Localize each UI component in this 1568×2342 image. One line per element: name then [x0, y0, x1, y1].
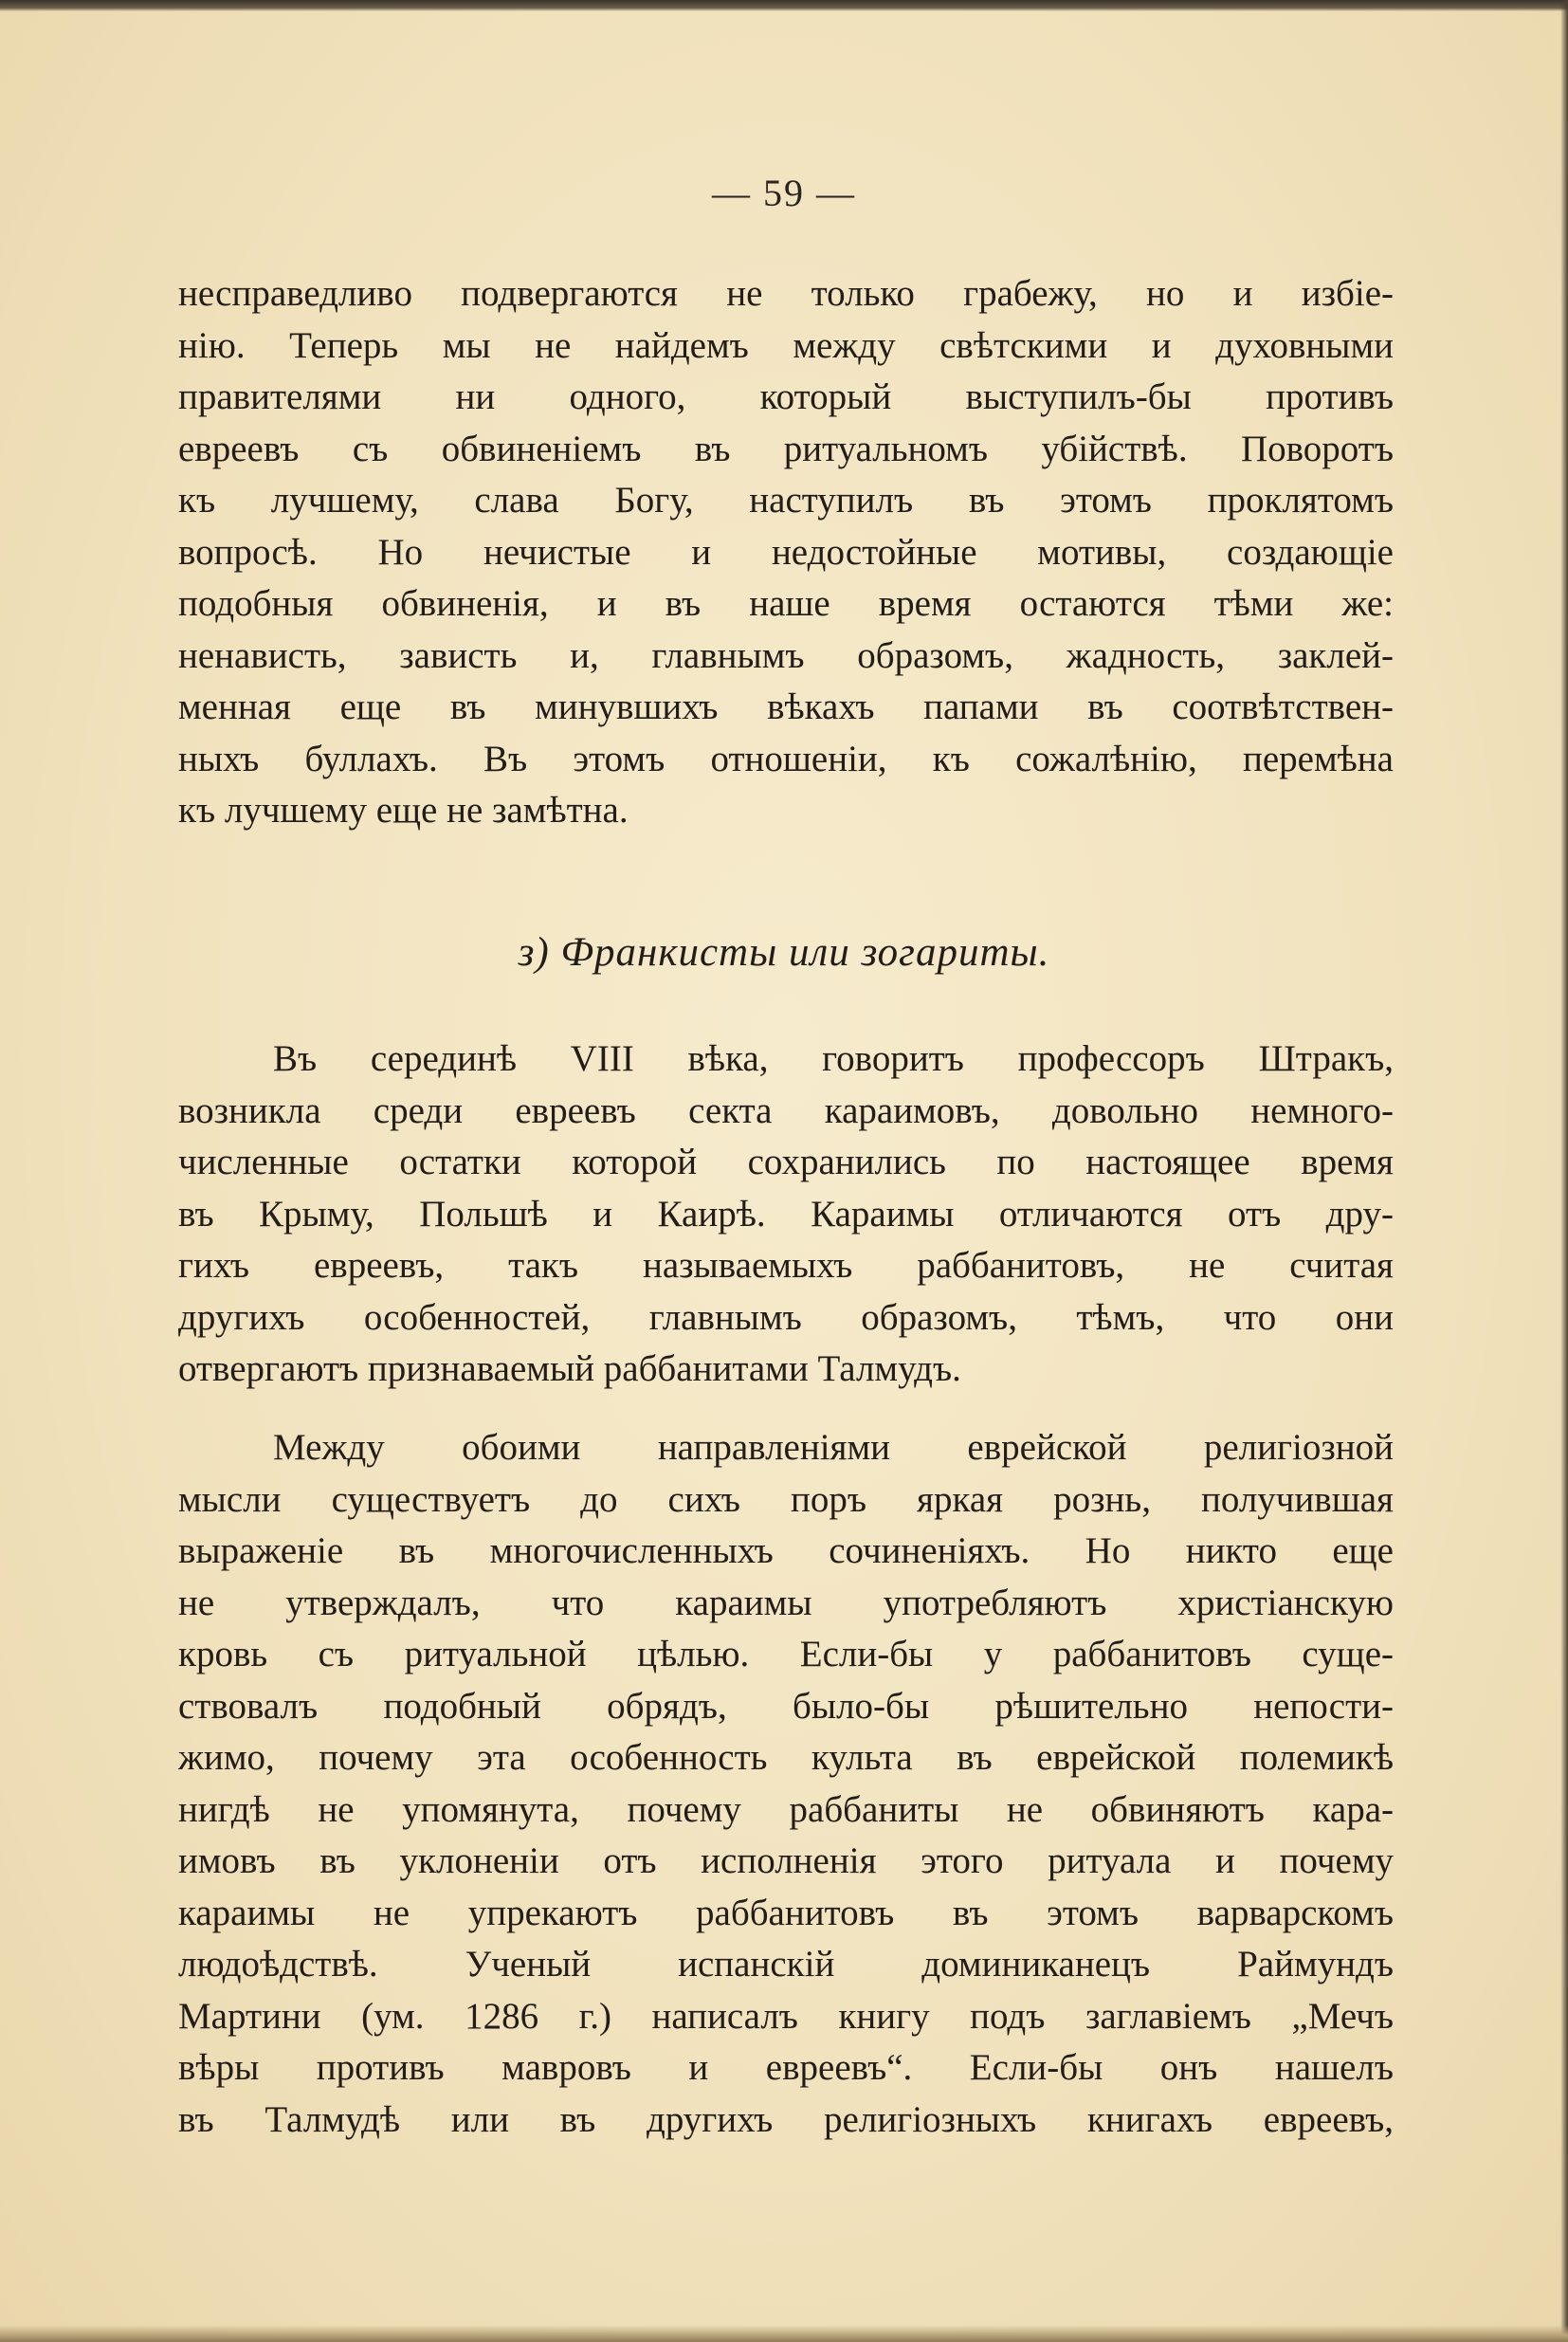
text-line: въ Талмудѣ или въ другихъ религіозныхъ книгахъ евреевъ,: [178, 2098, 1394, 2140]
text-line: нію. Теперь мы не найдемъ между свѣтскими и духовными: [178, 324, 1394, 366]
text-line: Въ серединѣ VIII вѣка, говоритъ профессоръ Штракъ,: [273, 1038, 1394, 1079]
paragraph-1: [178, 268, 1394, 837]
text-line: ненависть, зависть и, главнымъ образомъ, жадность, заклей-: [178, 634, 1394, 676]
text-line: Между обоими направленіями еврейской религіозной: [273, 1427, 1394, 1468]
text-line: выраженіе въ многочисленныхъ сочиненіяхъ. Но никто еще: [178, 1530, 1394, 1571]
text-line: къ лучшему еще не замѣтна.: [178, 790, 629, 831]
section-heading: з) Франкисты или зогариты.: [518, 930, 1050, 975]
text-line: численные остатки которой сохранились по настоящее время: [178, 1142, 1394, 1182]
text-line: къ лучшему, слава Богу, наступилъ въ этомъ проклятомъ: [178, 480, 1394, 521]
text-line: другихъ особенностей, главнымъ образомъ, тѣмъ, что они: [178, 1296, 1394, 1338]
text-line: евреевъ съ обвиненіемъ въ ритуальномъ убійствѣ. Поворотъ: [178, 428, 1394, 469]
text-line: возникла среди евреевъ секта караимовъ, довольно немного-: [178, 1089, 1394, 1131]
text-line: нигдѣ не упомянута, почему раббаниты не обвиняютъ кара-: [178, 1788, 1394, 1830]
text-line: мысли существуетъ до сихъ поръ яркая рознь, получившая: [178, 1478, 1394, 1520]
scan-top-edge: [0, 0, 1568, 11]
text-line: вопросѣ. Но нечистые и недостойные мотивы, создающіе: [178, 531, 1394, 573]
paragraph-2: [178, 1034, 1394, 1396]
text-line: гихъ евреевъ, такъ называемыхъ раббанитовъ, не считая: [178, 1245, 1394, 1286]
scan-right-edge: [1560, 0, 1568, 2342]
scan-bottom-edge: [0, 2325, 1568, 2342]
text-line: въ Крыму, Польшѣ и Каирѣ. Караимы отличаются отъ дру-: [178, 1193, 1394, 1235]
text-line: ныхъ буллахъ. Въ этомъ отношеніи, къ сожалѣнію, перемѣна: [178, 738, 1394, 779]
paragraph-3: [178, 1422, 1394, 2146]
text-line: менная еще въ минувшихъ вѣкахъ папами въ соотвѣтствен-: [178, 686, 1394, 727]
text-line: отвергаютъ признаваемый раббанитами Талмудъ.: [178, 1348, 961, 1389]
text-line: не утверждалъ, что караимы употребляютъ христіанскую: [178, 1582, 1394, 1623]
text-line: правителями ни одного, который выступилъ-бы противъ: [178, 376, 1394, 417]
text-line: несправедливо подвергаются не только грабежу, но и избіе-: [178, 273, 1394, 314]
text-line: Мартини (ум. 1286 г.) написалъ книгу подъ заглавіемъ „Мечъ: [178, 1995, 1394, 2037]
text-line: жимо, почему эта особенность культа въ еврейской полемикѣ: [178, 1737, 1394, 1778]
page-number: — 59 —: [712, 172, 856, 214]
text-line: кровь съ ритуальной цѣлью. Если-бы у раббанитовъ суще-: [178, 1634, 1394, 1674]
text-line: караимы не упрекаютъ раббанитовъ въ этомъ варварскомъ: [178, 1892, 1394, 1933]
text-line: людоѣдствѣ. Ученый испанскій доминиканецъ Раймундъ: [178, 1944, 1394, 1985]
text-line: ствовалъ подобный обрядъ, было-бы рѣшительно непости-: [178, 1685, 1394, 1727]
text-line: вѣры противъ мавровъ и евреевъ“. Если-бы онъ нашелъ: [178, 2047, 1394, 2088]
text-line: имовъ въ уклоненіи отъ исполненія этого ритуала и почему: [178, 1840, 1394, 1881]
text-line: подобныя обвиненія, и въ наше время остаются тѣми же:: [178, 583, 1394, 624]
